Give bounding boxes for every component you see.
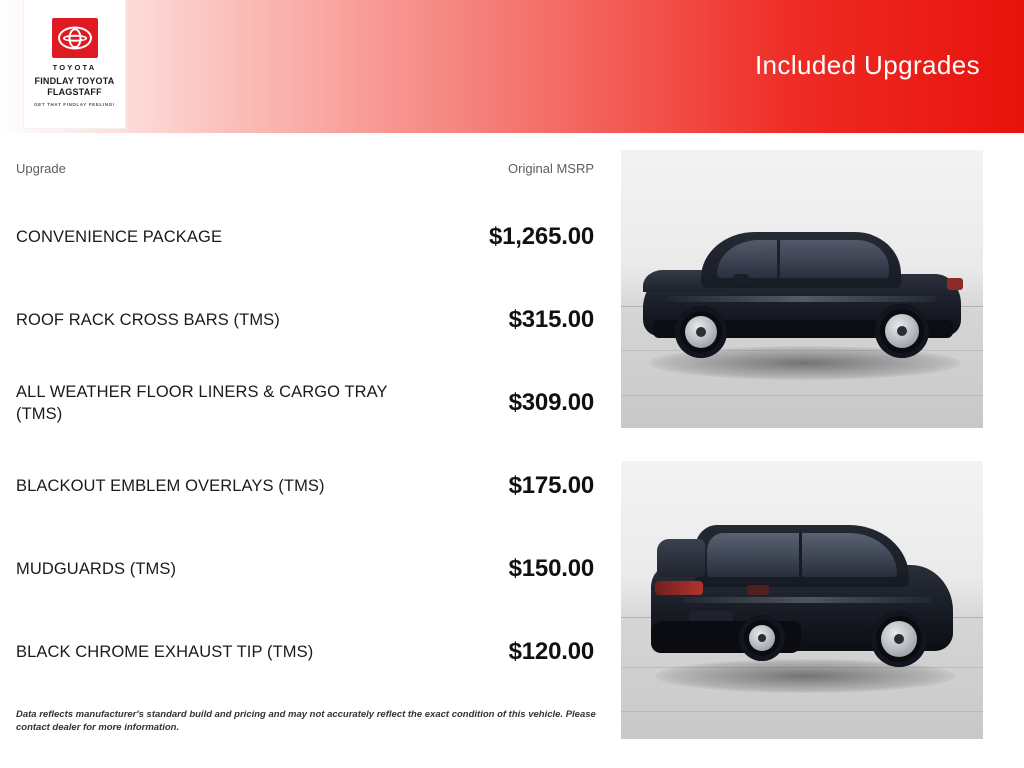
table-row [0,278,612,361]
toyota-emblem-icon [52,18,98,58]
logo-brand-word: TOYOTA [52,63,97,72]
floor-line [621,711,983,712]
vehicle-illustration [637,220,967,360]
logo-dealer-line-1: FINDLAY TOYOTA [34,75,115,86]
upgrade-price: $150.00 [508,554,594,582]
floor-line [621,395,983,396]
upgrades-table [0,133,612,768]
logo-tagline: GET THAT FINDLAY FEELING! [33,101,115,107]
column-header-msrp: Original MSRP [508,161,594,176]
upgrade-price: $1,265.00 [489,222,594,250]
upgrade-price: $175.00 [508,471,594,499]
dealer-logo [24,0,125,128]
upgrade-name: ROOF RACK CROSS BARS (TMS) [16,310,280,329]
page-title: Included Upgrades [754,50,980,80]
upgrades-row-list [0,195,612,693]
disclaimer-text: Data reflects manufacturer's standard build and pricing and may not accurately reflect the exact condition of this vehicle. Please contact dealer for more information. [16,709,596,733]
vehicle-illustration [643,519,963,684]
table-row [0,444,612,527]
column-header-upgrade: Upgrade [16,161,66,176]
logo-dealer-line-2: FLAGSTAFF [47,86,102,97]
upgrade-name: BLACKOUT EMBLEM OVERLAYS (TMS) [16,476,325,495]
upgrade-name: BLACK CHROME EXHAUST TIP (TMS) [16,642,314,661]
upgrade-name: CONVENIENCE PACKAGE [16,227,223,246]
upgrade-name: ALL WEATHER FLOOR LINERS & CARGO TRAY (TMS) [16,382,388,423]
table-row [0,527,612,610]
vehicle-rear-three-quarter-photo [621,461,983,739]
table-row [0,195,612,278]
upgrade-price: $309.00 [508,388,594,416]
vehicle-front-three-quarter-photo [621,150,983,428]
upgrade-price: $315.00 [508,305,594,333]
table-row [0,361,612,444]
page-header [0,0,1024,133]
upgrade-name: MUDGUARDS (TMS) [16,559,177,578]
upgrade-price: $120.00 [508,637,594,665]
table-row [0,610,612,693]
